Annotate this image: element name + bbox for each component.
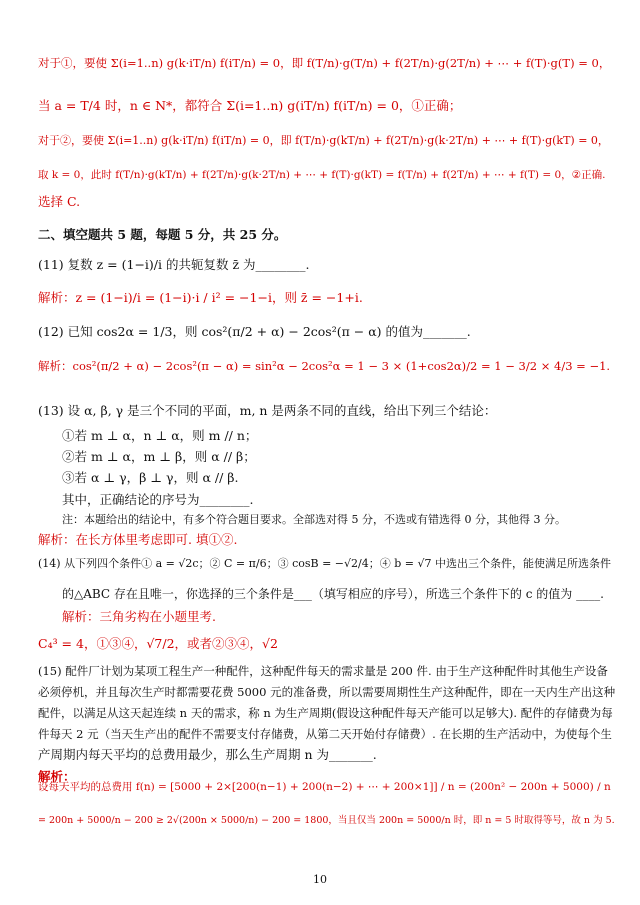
- text-line-16: 注：本题给出的结论中，有多个符合题目要求。全部选对得 5 分，不选或有错选得 0 分，其他得 3 分。: [62, 513, 566, 526]
- text-line-9: (12) 已知 cos2α = 1/3，则 cos²(π/2 + α) − 2cos²(π − α) 的值为_______.: [38, 324, 471, 339]
- text-line-3: 对于②，要使 Σ(i=1..n) g(k·iT/n) f(iT/n) = 0，即 f(T/n)·g(kT/n) + f(2T/n)·g(k·2T/n) + ⋯ + f(T)·g(kT) = 0，: [38, 134, 609, 147]
- page-number: 10: [313, 873, 327, 886]
- text-line-27: 解析：: [38, 769, 76, 784]
- text-line-7: (11) 复数 z = (1−i)/i 的共轭复数 z̄ 为________.: [38, 257, 310, 272]
- text-line-25: 件每天 2 元（当天生产出的配件不需要支付存储费，从第二天开始付存储费）. 在长期的生产活动中，为使每个生: [38, 727, 612, 741]
- text-line-26: 产周期内每天平均的总费用最少，那么生产周期 n 为_______.: [38, 747, 377, 762]
- text-line-21: C₄³ = 4，①③④，√7/2，或者②③④，√2: [38, 636, 278, 651]
- text-line-1: 对于①，要使 Σ(i=1..n) g(k·iT/n) f(iT/n) = 0，即 f(T/n)·g(T/n) + f(2T/n)·g(2T/n) + ⋯ + f(T)·g(T) = 0，: [38, 56, 611, 70]
- text-line-24: 配件，以满足从这天起连续 n 天的需求，称 n 为生产周期(假设这种配件每天产能可以足够大). 配件的存储费为每: [38, 706, 613, 720]
- text-line-5: 选择 C.: [38, 194, 81, 209]
- text-line-6: 二、填空题共 5 题，每题 5 分，共 25 分。: [38, 227, 287, 242]
- text-line-23: 必须停机，并且每次生产时都需要花费 5000 元的准备费，所以需要周期性生产这种配件，即在一天内生产出这种: [38, 685, 616, 699]
- text-line-20: 解析：三角劣构在小题里考.: [62, 609, 216, 624]
- text-line-12: ①若 m ⊥ α，n ⊥ α，则 m // n；: [62, 428, 258, 443]
- text-line-29: = 200n + 5000/n − 200 ≥ 2√(200n × 5000/n) − 200 = 1800，当且仅当 200n = 5000/n 时，即 n = 5 时取得等号，故 n 为 5.: [38, 815, 615, 826]
- text-line-17: 解析：在长方体里考虑即可. 填①②.: [38, 532, 238, 547]
- text-line-15: 其中，正确结论的序号为________.: [62, 492, 254, 507]
- text-line-4: 取 k = 0，此时 f(T/n)·g(kT/n) + f(2T/n)·g(k·2T/n) + ⋯ + f(T)·g(kT) = f(T/n) + f(2T/n) + ⋯ + f(T) = 0，②正确.: [38, 169, 606, 181]
- text-line-19: 的△ABC 存在且唯一，你选择的三个条件是___（填写相应的序号），所选三个条件下的 c 的值为 ____.: [62, 587, 604, 601]
- text-line-18: (14) 从下列四个条件① a = √2c；② C = π/6；③ cosB = −√2/4；④ b = √7 中选出三个条件，能使满足所选条件: [38, 557, 611, 570]
- text-line-10: 解析：cos²(π/2 + α) − 2cos²(π − α) = sin²α − 2cos²α = 1 − 3 × (1+cos2α)/2 = 1 − 3/2 × 4/3 = −1.: [38, 359, 611, 373]
- text-line-11: (13) 设 α, β, γ 是三个不同的平面，m, n 是两条不同的直线，给出下列三个结论：: [38, 403, 497, 418]
- text-line-28: 设每天平均的总费用 f(n) = [5000 + 2×[200(n−1) + 200(n−2) + ⋯ + 200×1]] / n = (200n² − 200n + 5000) / n: [38, 781, 611, 793]
- text-line-2: 当 a = T/4 时，n ∈ N*，都符合 Σ(i=1..n) g(iT/n) f(iT/n) = 0，①正确；: [38, 98, 462, 113]
- text-line-22: (15) 配件厂计划为某项工程生产一种配件，这种配件每天的需求量是 200 件. 由于生产这种配件时其他生产设备: [38, 664, 608, 678]
- text-line-14: ③若 α ⊥ γ，β ⊥ γ，则 α // β.: [62, 470, 239, 485]
- text-line-8: 解析：z = (1−i)/i = (1−i)·i / i² = −1−i，则 z̄ = −1+i.: [38, 290, 363, 305]
- text-line-13: ②若 m ⊥ α，m ⊥ β，则 α // β；: [62, 449, 256, 464]
